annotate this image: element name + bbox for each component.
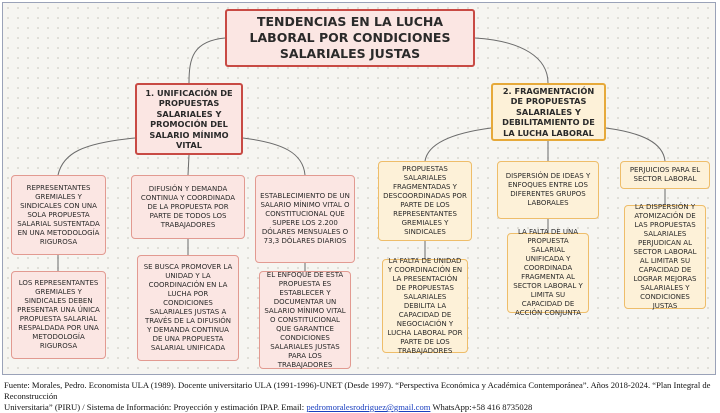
node-single-proposal: REPRESENTANTES GREMIALES Y SINDICALES CON UNA SOLA PROPUESTA SALARIAL SUSTENTADA EN UNA METODOLOGÍA RIGUROSA <box>11 175 106 255</box>
node-labor-damages: PERJUICIOS PARA EL SECTOR LABORAL <box>620 161 710 189</box>
node-single-proposal-detail: LOS REPRESENTANTES GREMIALES Y SINDICALES DEBEN PRESENTAR UNA ÚNICA PROPUESTA SALARIAL RESPALDADA POR UNA METODOLOGÍA RIGUROSA <box>11 271 106 359</box>
footer-line-2 <box>4 402 716 413</box>
node-dispersion-ideas: DISPERSIÓN DE IDEAS Y ENFOQUES ENTRE LOS DIFERENTES GRUPOS LABORALES <box>497 161 599 219</box>
node-minimum-wage: ESTABLECIMIENTO DE UN SALARIO MÍNIMO VITAL O CONSTITUCIONAL QUE SUPERE LOS 2.200 DÓLARES MENSUALES O 73,3 DÓLARES DIARIOS <box>255 175 355 263</box>
connector-branch1-a <box>58 138 135 175</box>
branch1-heading: 1. UNIFICACIÓN DE PROPUESTAS SALARIALES Y PROMOCIÓN DEL SALARIO MÍNIMO VITAL <box>135 83 243 155</box>
node-diffusion-detail: SE BUSCA PROMOVER LA UNIDAD Y LA COORDINACIÓN EN LA LUCHA POR CONDICIONES SALARIALES JUSTAS A TRAVÉS DE LA DIFUSIÓN Y DEMANDA CONTINUA DE UNA PROPUESTA SALARIAL UNIFICADA <box>137 255 239 361</box>
node-fragmented-proposals: PROPUESTAS SALARIALES FRAGMENTADAS Y DESCOORDINADAS POR PARTE DE LOS REPRESENTANTES GREMIALES Y SINDICALES <box>378 161 472 241</box>
branch2-heading: 2. FRAGMENTACIÓN DE PROPUESTAS SALARIALES Y DEBILITAMIENTO DE LA LUCHA LABORAL <box>491 83 606 141</box>
footer-line-2-text: Universitaria” (PIRU) / Sistema de Información: Proyección y estimación IPAP. Email: <box>4 402 307 412</box>
node-diffusion-demand: DIFUSIÓN Y DEMANDA CONTINUA Y COORDINADA DE LA PROPUESTA POR PARTE DE TODOS LOS TRABAJADORES <box>131 175 245 239</box>
mind-map-canvas <box>2 2 716 375</box>
footer-email-link[interactable]: pedromoralesrodriguez@gmail.com <box>306 402 431 412</box>
node-dispersion-detail: LA FALTA DE UNA PROPUESTA SALARIAL UNIFICADA Y COORDINADA FRAGMENTA AL SECTOR LABORAL Y LIMITA SU CAPACIDAD DE ACCIÓN CONJUNTA <box>507 233 589 313</box>
connector-title-branch1 <box>189 38 225 83</box>
node-fragmented-detail: LA FALTA DE UNIDAD Y COORDINACIÓN EN LA PRESENTACIÓN DE PROPUESTAS SALARIALES DEBILITA LA CAPACIDAD DE NEGOCIACIÓN Y LUCHA LABORAL POR PARTE DE LOS TRABAJADORES <box>382 259 468 353</box>
diagram-title: TENDENCIAS EN LA LUCHA LABORAL POR CONDICIONES SALARIALES JUSTAS <box>225 9 475 67</box>
source-footer <box>4 380 716 413</box>
connector-branch1-c <box>243 138 305 175</box>
node-minimum-wage-detail: EL ENFOQUE DE ESTA PROPUESTA ES ESTABLECER Y DOCUMENTAR UN SALARIO MÍNIMO VITAL O CONSTITUCIONAL QUE GARANTICE CONDICIONES SALARIALES JUSTAS PARA LOS TRABAJADORES <box>259 271 351 369</box>
connector-title-branch2 <box>475 38 548 83</box>
connector-branch2-d <box>425 128 491 161</box>
connector-branch1-b <box>188 155 189 175</box>
node-labor-damages-detail: LA DISPERSIÓN Y ATOMIZACIÓN DE LAS PROPUESTAS SALARIALES PERJUDICAN AL SECTOR LABORAL AL LIMITAR SU CAPACIDAD DE LOGRAR MEJORAS SALARIALES Y CONDICIONES JUSTAS <box>624 205 706 309</box>
footer-line-1: Fuente: Morales, Pedro. Economista ULA (1989). Docente universitario ULA (1991-1996)-UNET (Desde 1997). “Perspectiva Económica y Académica Contemporánea”. Años 2018-2024. “Plan Integral de Reconstrucción <box>4 380 711 401</box>
footer-whatsapp: WhatsApp:+58 416 8735028 <box>430 402 533 412</box>
connector-branch2-f <box>606 128 665 161</box>
